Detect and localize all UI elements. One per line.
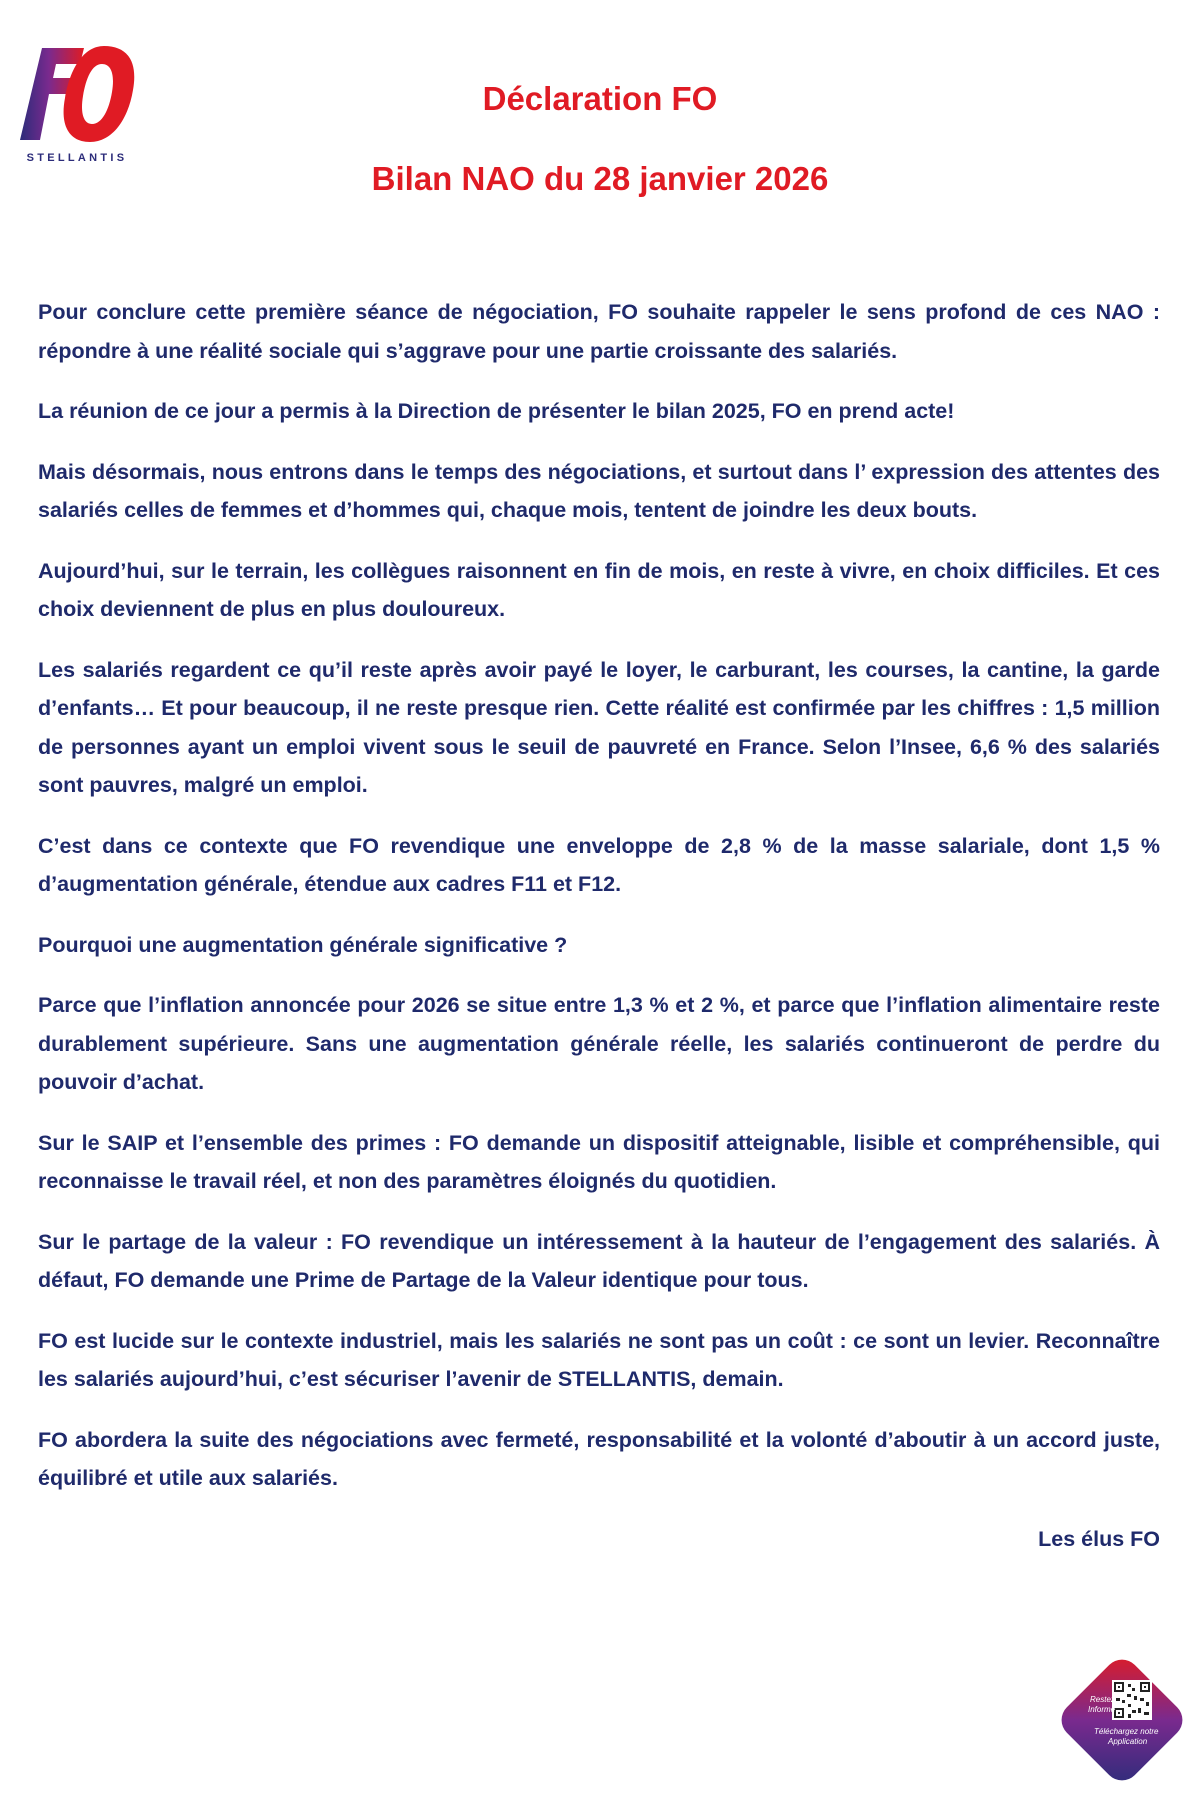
paragraph: Aujourd’hui, sur le terrain, les collègues raisonnent en fin de mois, en reste à vivre, en choix difficiles. Et ces choix deviennent de plus en plus douloureux. <box>38 558 1160 621</box>
paragraph: C’est dans ce contexte que FO revendique une enveloppe de 2,8 % de la masse salariale, dont 1,5 % d’augmentation générale, étendue aux cadres F11 et F12. <box>38 833 1160 896</box>
paragraph: Pour conclure cette première séance de négociation, FO souhaite rappeler le sens profond de ces NAO : répondre à une réalité sociale qui s’aggrave pour une partie croissante des salariés. <box>38 300 1160 363</box>
badge-text-line3: Téléchargez notre <box>1094 1727 1159 1736</box>
paragraph: FO abordera la suite des négociations avec fermeté, responsabilité et la volonté d’aboutir à un accord juste, équilibré et utile aux salariés. <box>38 1427 1160 1490</box>
paragraph: Pourquoi une augmentation générale significative ? <box>38 932 568 957</box>
qr-code-icon <box>1052 1650 1192 1790</box>
signature: Les élus FO <box>1038 1526 1160 1551</box>
paragraph: Les salariés regardent ce qu’il reste après avoir payé le loyer, le carburant, les courses, la cantine, la garde d’enfants… Et pour beaucoup, il ne reste presque rien. Cette réalité est confirmée par les chiffres : 1,5 million de personnes ayant un emploi vivent sous le seuil de pauvreté en France. Selon l’Insee, 6,6 % des salariés sont pauvres, malgré un emploi. <box>38 657 1160 797</box>
badge-text-line1: Restez <box>1090 1695 1115 1704</box>
page-subtitle: Bilan NAO du 28 janvier 2026 <box>371 160 829 197</box>
paragraph: Mais désormais, nous entrons dans le temps des négociations, et surtout dans l’ expression des attentes des salariés celles de femmes et d’hommes qui, chaque mois, tentent de joindre les deux bouts. <box>38 459 1160 522</box>
app-download-badge[interactable] <box>1052 1650 1192 1790</box>
paragraph: Parce que l’inflation annoncée pour 2026 se situe entre 1,3 % et 2 %, et parce que l’inflation alimentaire reste durablement supérieure. Sans une augmentation générale réelle, les salariés continueront de perdre du pouvoir d’achat. <box>38 993 1160 1094</box>
badge-text-line2: Informé <box>1088 1705 1116 1714</box>
paragraph: FO est lucide sur le contexte industriel, mais les salariés ne sont pas un coût : ce sont un levier. Reconnaître les salariés aujourd’hui, c’est sécuriser l’avenir de STELLANTIS, demain. <box>38 1328 1160 1391</box>
paragraph: La réunion de ce jour a permis à la Direction de présenter le bilan 2025, FO en prend acte! <box>38 399 955 423</box>
badge-text-line4: Application <box>1108 1737 1148 1746</box>
stellantis-wordmark: STELLANTIS <box>26 152 128 164</box>
paragraph: Sur le SAIP et l’ensemble des primes : FO demande un dispositif atteignable, lisible et compréhensible, qui reconnaisse le travail réel, et non des paramètres éloignés du quotidien. <box>38 1130 1160 1193</box>
page-title: Déclaration FO <box>482 80 718 117</box>
paragraph: Sur le partage de la valeur : FO revendique un intéressement à la hauteur de l’engagement des salariés. À défaut, FO demande une Prime de Partage de la Valeur identique pour tous. <box>38 1229 1160 1292</box>
declaration-body <box>38 293 1160 1580</box>
